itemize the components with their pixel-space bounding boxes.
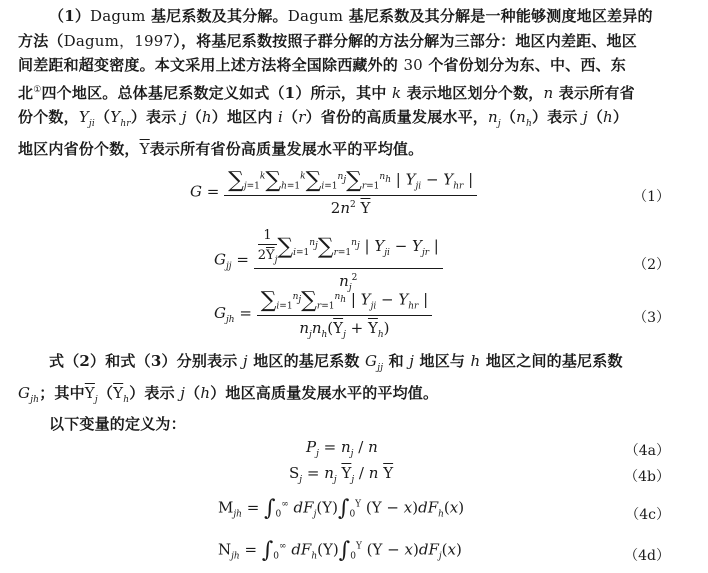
text-line: 间差距和超变密度。本文采用上述方法将全国除西藏外的 30 个省份划分为东、中、西、东 bbox=[18, 56, 626, 75]
equation-number: （3） bbox=[633, 310, 670, 326]
equation-number: （4d） bbox=[624, 548, 670, 564]
equation-number: （4c） bbox=[625, 507, 670, 523]
equation-number: （4b） bbox=[624, 469, 670, 485]
equation-2: $G_{jj}$ = $\frac{1}{2\overline{Y}_j}$ $\sum_{i=1}^{n_j}\sum_{r=1}^{n_j}$ | $Y_{ji} - Y_{jr}$ | $n_j^2$ bbox=[214, 228, 443, 293]
equation-1: G = $\frac{\sum_{j=1}^k\sum_{h=1}^k\sum_{i=1}^{n_j}\sum_{r=1}^{n_h} | Y_{ji} - Y_{hr} |}{2n^2 \overline{Y}}$ bbox=[190, 168, 477, 217]
paragraph-gini-explanation bbox=[18, 349, 690, 437]
equation-4c: $M_{jh} = \int_0^\infty$ $dF_j(Y)\int_0^Y$ $(Y - x)dF_h(x)$ bbox=[218, 496, 465, 521]
equation-number: （2） bbox=[633, 257, 670, 273]
paragraph-dagum-intro bbox=[18, 4, 690, 162]
equation-3: $G_{jh}$ = $\frac{\sum_{i=1}^{n_j}\sum_{r=1}^{n_h} | Y_{ji} - Y_{hr} |}{n_jn_h(\overline{Y}_j + \overline{Y}_h)}$ bbox=[214, 288, 432, 340]
text-line: 以下变量的定义为： bbox=[49, 415, 186, 434]
equation-number: （4a） bbox=[624, 443, 670, 459]
text-line: 份个数，$Y_{ji}(Y_{hr})$表示 j（h）地区内 i（r）省份的高质量发展水平，$n_j(n_h)$表示 j（h） bbox=[18, 108, 629, 130]
equation-number: （1） bbox=[633, 189, 670, 205]
equation-4d: $N_{jh} = \int_0^\infty$ $dF_h(Y)\int_0^Y$ $(Y - x)dF_j(x)$ bbox=[218, 538, 462, 563]
text-line: 地区内省份个数，$\overline{Y}$表示所有省份高质量发展水平的平均值。 bbox=[18, 139, 424, 158]
text-line: 式（2）和式（3）分别表示 j 地区的基尼系数 $G_{jj}$ 和 j 地区与 h 地区之间的基尼系数 bbox=[49, 352, 623, 373]
text-line: $G_{jh}$；其中$\overline{Y}_j(\overline{Y}_h)$表示 j（h）地区高质量发展水平的平均值。 bbox=[18, 383, 439, 405]
text-line: 北①四个地区。总体基尼系数定义如式（1）所示，其中 k 表示地区划分个数，n 表示所有省 bbox=[18, 83, 635, 102]
text-line: （1）Dagum 基尼系数及其分解。Dagum 基尼系数及其分解是一种能够测度地区差异的 bbox=[49, 7, 653, 25]
text-line: 方法（Dagum，1997），将基尼系数按照子群分解的方法分解为三部分：地区内差距、地区 bbox=[18, 31, 637, 50]
equation-4b: $S_j = n_j$ $\overline{Y}_j$ / n $\overline{Y}$ bbox=[289, 464, 394, 485]
equation-4a: $P_j = n_j / n$ bbox=[306, 438, 378, 459]
